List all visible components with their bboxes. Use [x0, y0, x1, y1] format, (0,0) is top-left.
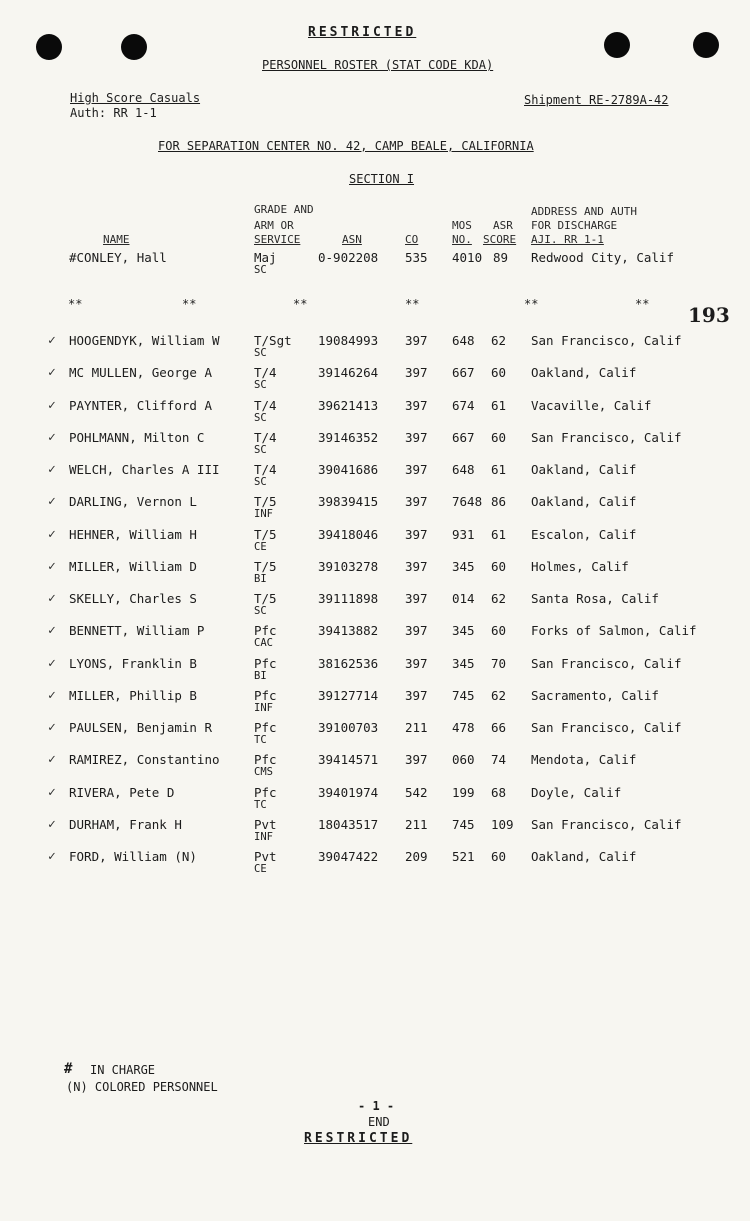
officer-address: Redwood City, Calif	[531, 250, 674, 265]
check-mark-icon: ✓	[48, 720, 56, 735]
row-mos: 345	[452, 623, 475, 638]
check-mark-icon: ✓	[48, 398, 56, 413]
row-arm: SC	[254, 412, 267, 424]
row-grade: T/4	[254, 430, 277, 445]
row-address: San Francisco, Calif	[531, 817, 682, 832]
row-asn: 39047422	[318, 849, 379, 864]
officer-mos: 4010	[452, 250, 483, 265]
row-asn: 19084993	[318, 333, 379, 348]
row-asr: 62	[491, 333, 507, 348]
row-mos: 014	[452, 591, 475, 606]
row-asr: 60	[491, 365, 507, 380]
row-name: LYONS, Franklin B	[69, 656, 197, 671]
row-co: 211	[405, 817, 428, 832]
col-asn: ASN	[342, 233, 362, 246]
row-asn: 39146352	[318, 430, 379, 445]
row-grade: Pfc	[254, 720, 277, 735]
row-mos: 648	[452, 462, 475, 477]
row-mos: 478	[452, 720, 475, 735]
row-address: Vacaville, Calif	[531, 398, 652, 413]
punch-hole-1	[36, 34, 62, 60]
row-address: Oakland, Calif	[531, 365, 637, 380]
row-grade: Pfc	[254, 656, 277, 671]
separator-1: **	[68, 297, 83, 311]
table-row	[0, 656, 750, 688]
row-arm: SC	[254, 476, 267, 488]
row-mos: 060	[452, 752, 475, 767]
separator-4: **	[405, 297, 420, 311]
row-asr: 62	[491, 591, 507, 606]
col-co: CO	[405, 233, 419, 246]
row-mos: 745	[452, 688, 475, 703]
row-asn: 38162536	[318, 656, 379, 671]
row-grade: T/4	[254, 365, 277, 380]
row-asn: 39041686	[318, 462, 379, 477]
punch-hole-4	[693, 32, 719, 58]
row-mos: 345	[452, 656, 475, 671]
row-asn: 18043517	[318, 817, 379, 832]
row-asr: 61	[491, 527, 507, 542]
row-address: Oakland, Calif	[531, 462, 637, 477]
row-address: Mendota, Calif	[531, 752, 637, 767]
row-co: 397	[405, 398, 428, 413]
table-row	[0, 398, 750, 430]
row-address: San Francisco, Calif	[531, 430, 682, 445]
row-name: HEHNER, William H	[69, 527, 197, 542]
in-charge-symbol: #	[64, 1061, 73, 1077]
table-row	[0, 688, 750, 720]
check-mark-icon: ✓	[48, 559, 56, 574]
row-arm: TC	[254, 734, 267, 746]
col-name: NAME	[103, 233, 130, 246]
classification-bottom: RESTRICTED	[304, 1131, 413, 1146]
row-co: 209	[405, 849, 428, 864]
row-arm: BI	[254, 573, 267, 585]
row-arm: CMS	[254, 766, 273, 778]
group-label: High Score Casuals	[70, 91, 201, 105]
row-grade: Pfc	[254, 752, 277, 767]
row-asr: 60	[491, 849, 507, 864]
table-row	[0, 559, 750, 591]
row-arm: CAC	[254, 637, 273, 649]
check-mark-icon: ✓	[48, 623, 56, 638]
row-name: DURHAM, Frank H	[69, 817, 182, 832]
officer-asn: 0-902208	[318, 250, 379, 265]
table-row	[0, 752, 750, 784]
officer-arm: SC	[254, 264, 267, 276]
officer-asr: 89	[493, 250, 509, 265]
row-asn: 39413882	[318, 623, 379, 638]
row-grade: Pvt	[254, 849, 277, 864]
col-no: NO.	[452, 233, 472, 246]
row-co: 397	[405, 430, 428, 445]
row-address: San Francisco, Calif	[531, 333, 682, 348]
auth-label: Auth: RR 1-1	[70, 106, 157, 120]
check-mark-icon: ✓	[48, 494, 56, 509]
row-mos: 931	[452, 527, 475, 542]
roster-title: PERSONNEL ROSTER (STAT CODE KDA)	[262, 58, 494, 72]
row-asn: 39621413	[318, 398, 379, 413]
row-co: 397	[405, 656, 428, 671]
row-arm: TC	[254, 799, 267, 811]
check-mark-icon: ✓	[48, 591, 56, 606]
row-name: DARLING, Vernon L	[69, 494, 197, 509]
row-mos: 521	[452, 849, 475, 864]
row-mos: 667	[452, 365, 475, 380]
row-co: 397	[405, 688, 428, 703]
row-arm: SC	[254, 347, 267, 359]
row-co: 397	[405, 591, 428, 606]
row-asn: 39401974	[318, 785, 379, 800]
row-co: 211	[405, 720, 428, 735]
row-arm: INF	[254, 508, 273, 520]
row-name: SKELLY, Charles S	[69, 591, 197, 606]
row-asn: 39100703	[318, 720, 379, 735]
row-co: 397	[405, 527, 428, 542]
colored-personnel-legend: (N) COLORED PERSONNEL	[66, 1080, 218, 1094]
row-address: San Francisco, Calif	[531, 720, 682, 735]
row-asn: 39146264	[318, 365, 379, 380]
row-arm: CE	[254, 541, 267, 553]
row-arm: SC	[254, 444, 267, 456]
check-mark-icon: ✓	[48, 785, 56, 800]
row-asr: 61	[491, 398, 507, 413]
table-row	[0, 720, 750, 752]
row-name: MC MULLEN, George A	[69, 365, 212, 380]
row-name: PAYNTER, Clifford A	[69, 398, 212, 413]
row-asr: 86	[491, 494, 507, 509]
row-asn: 39414571	[318, 752, 379, 767]
row-asn: 39127714	[318, 688, 379, 703]
col-service: SERVICE	[254, 233, 301, 246]
table-row	[0, 365, 750, 397]
row-asr: 60	[491, 559, 507, 574]
row-co: 397	[405, 752, 428, 767]
row-address: Forks of Salmon, Calif	[531, 623, 697, 638]
row-grade: Pfc	[254, 785, 277, 800]
separator-3: **	[293, 297, 308, 311]
row-arm: SC	[254, 379, 267, 391]
table-row	[0, 591, 750, 623]
officer-name: #CONLEY, Hall	[69, 250, 167, 265]
check-mark-icon: ✓	[48, 430, 56, 445]
check-mark-icon: ✓	[48, 849, 56, 864]
row-name: BENNETT, William P	[69, 623, 205, 638]
row-name: RIVERA, Pete D	[69, 785, 175, 800]
row-address: Doyle, Calif	[531, 785, 622, 800]
col-asr: ASR	[493, 219, 513, 232]
row-asr: 60	[491, 430, 507, 445]
row-grade: Pvt	[254, 817, 277, 832]
col-aji: AJI. RR 1-1	[531, 233, 604, 246]
row-grade: T/Sgt	[254, 333, 292, 348]
row-grade: T/5	[254, 494, 277, 509]
row-name: POHLMANN, Milton C	[69, 430, 205, 445]
page-stamp: 193	[688, 303, 730, 327]
row-grade: T/5	[254, 559, 277, 574]
row-address: Santa Rosa, Calif	[531, 591, 659, 606]
in-charge-legend: IN CHARGE	[90, 1063, 156, 1077]
table-row	[0, 817, 750, 849]
row-name: PAULSEN, Benjamin R	[69, 720, 212, 735]
officer-grade: Maj	[254, 250, 277, 265]
row-arm: BI	[254, 670, 267, 682]
row-address: Holmes, Calif	[531, 559, 629, 574]
row-address: San Francisco, Calif	[531, 656, 682, 671]
end-marker: END	[368, 1115, 390, 1129]
row-grade: Pfc	[254, 623, 277, 638]
table-row	[0, 785, 750, 817]
col-grade-and: GRADE AND	[254, 203, 314, 216]
row-asr: 61	[491, 462, 507, 477]
row-asn: 39103278	[318, 559, 379, 574]
table-row	[0, 527, 750, 559]
row-name: MILLER, William D	[69, 559, 197, 574]
check-mark-icon: ✓	[48, 333, 56, 348]
table-row	[0, 462, 750, 494]
check-mark-icon: ✓	[48, 752, 56, 767]
row-mos: 199	[452, 785, 475, 800]
shipment-number: Shipment RE-2789A-42	[524, 93, 669, 107]
row-address: Oakland, Calif	[531, 494, 637, 509]
page-number: - 1 -	[358, 1099, 395, 1113]
row-co: 397	[405, 333, 428, 348]
col-score: SCORE	[483, 233, 517, 246]
row-arm: INF	[254, 831, 273, 843]
row-mos: 745	[452, 817, 475, 832]
section-title: SECTION I	[349, 172, 415, 186]
row-name: FORD, William (N)	[69, 849, 197, 864]
officer-co: 535	[405, 250, 428, 265]
row-asr: 74	[491, 752, 507, 767]
row-mos: 648	[452, 333, 475, 348]
check-mark-icon: ✓	[48, 817, 56, 832]
row-grade: T/4	[254, 462, 277, 477]
col-address-and-auth: ADDRESS AND AUTH	[531, 205, 637, 218]
check-mark-icon: ✓	[48, 688, 56, 703]
check-mark-icon: ✓	[48, 656, 56, 671]
row-grade: T/5	[254, 591, 277, 606]
separator-2: **	[182, 297, 197, 311]
check-mark-icon: ✓	[48, 365, 56, 380]
punch-hole-2	[121, 34, 147, 60]
row-asn: 39839415	[318, 494, 379, 509]
row-asr: 60	[491, 623, 507, 638]
row-name: HOOGENDYK, William W	[69, 333, 220, 348]
row-grade: T/5	[254, 527, 277, 542]
classification-top: RESTRICTED	[308, 25, 417, 40]
row-co: 542	[405, 785, 428, 800]
row-mos: 667	[452, 430, 475, 445]
punch-hole-3	[604, 32, 630, 58]
destination-line: FOR SEPARATION CENTER NO. 42, CAMP BEALE, CALIFORNIA	[158, 139, 534, 153]
row-asr: 66	[491, 720, 507, 735]
row-asn: 39111898	[318, 591, 379, 606]
row-asr: 68	[491, 785, 507, 800]
row-mos: 7648	[452, 494, 483, 509]
check-mark-icon: ✓	[48, 527, 56, 542]
check-mark-icon: ✓	[48, 462, 56, 477]
separator-5: **	[524, 297, 539, 311]
row-co: 397	[405, 559, 428, 574]
row-address: Oakland, Calif	[531, 849, 637, 864]
row-name: WELCH, Charles A III	[69, 462, 220, 477]
table-row	[0, 623, 750, 655]
row-co: 397	[405, 365, 428, 380]
table-row	[0, 333, 750, 365]
row-address: Escalon, Calif	[531, 527, 637, 542]
row-co: 397	[405, 462, 428, 477]
row-asn: 39418046	[318, 527, 379, 542]
row-grade: Pfc	[254, 688, 277, 703]
row-grade: T/4	[254, 398, 277, 413]
officer-row	[0, 250, 750, 282]
row-arm: CE	[254, 863, 267, 875]
row-arm: INF	[254, 702, 273, 714]
row-co: 397	[405, 623, 428, 638]
row-name: RAMIREZ, Constantino	[69, 752, 220, 767]
col-mos: MOS	[452, 219, 472, 232]
row-name: MILLER, Phillip B	[69, 688, 197, 703]
row-mos: 674	[452, 398, 475, 413]
row-co: 397	[405, 494, 428, 509]
col-for-discharge: FOR DISCHARGE	[531, 219, 618, 232]
table-row	[0, 430, 750, 462]
table-row	[0, 494, 750, 526]
row-address: Sacramento, Calif	[531, 688, 659, 703]
row-asr: 70	[491, 656, 507, 671]
row-mos: 345	[452, 559, 475, 574]
row-asr: 109	[491, 817, 514, 832]
separator-6: **	[635, 297, 650, 311]
col-arm-or: ARM OR	[254, 219, 294, 232]
row-arm: SC	[254, 605, 267, 617]
table-row	[0, 849, 750, 881]
row-asr: 62	[491, 688, 507, 703]
